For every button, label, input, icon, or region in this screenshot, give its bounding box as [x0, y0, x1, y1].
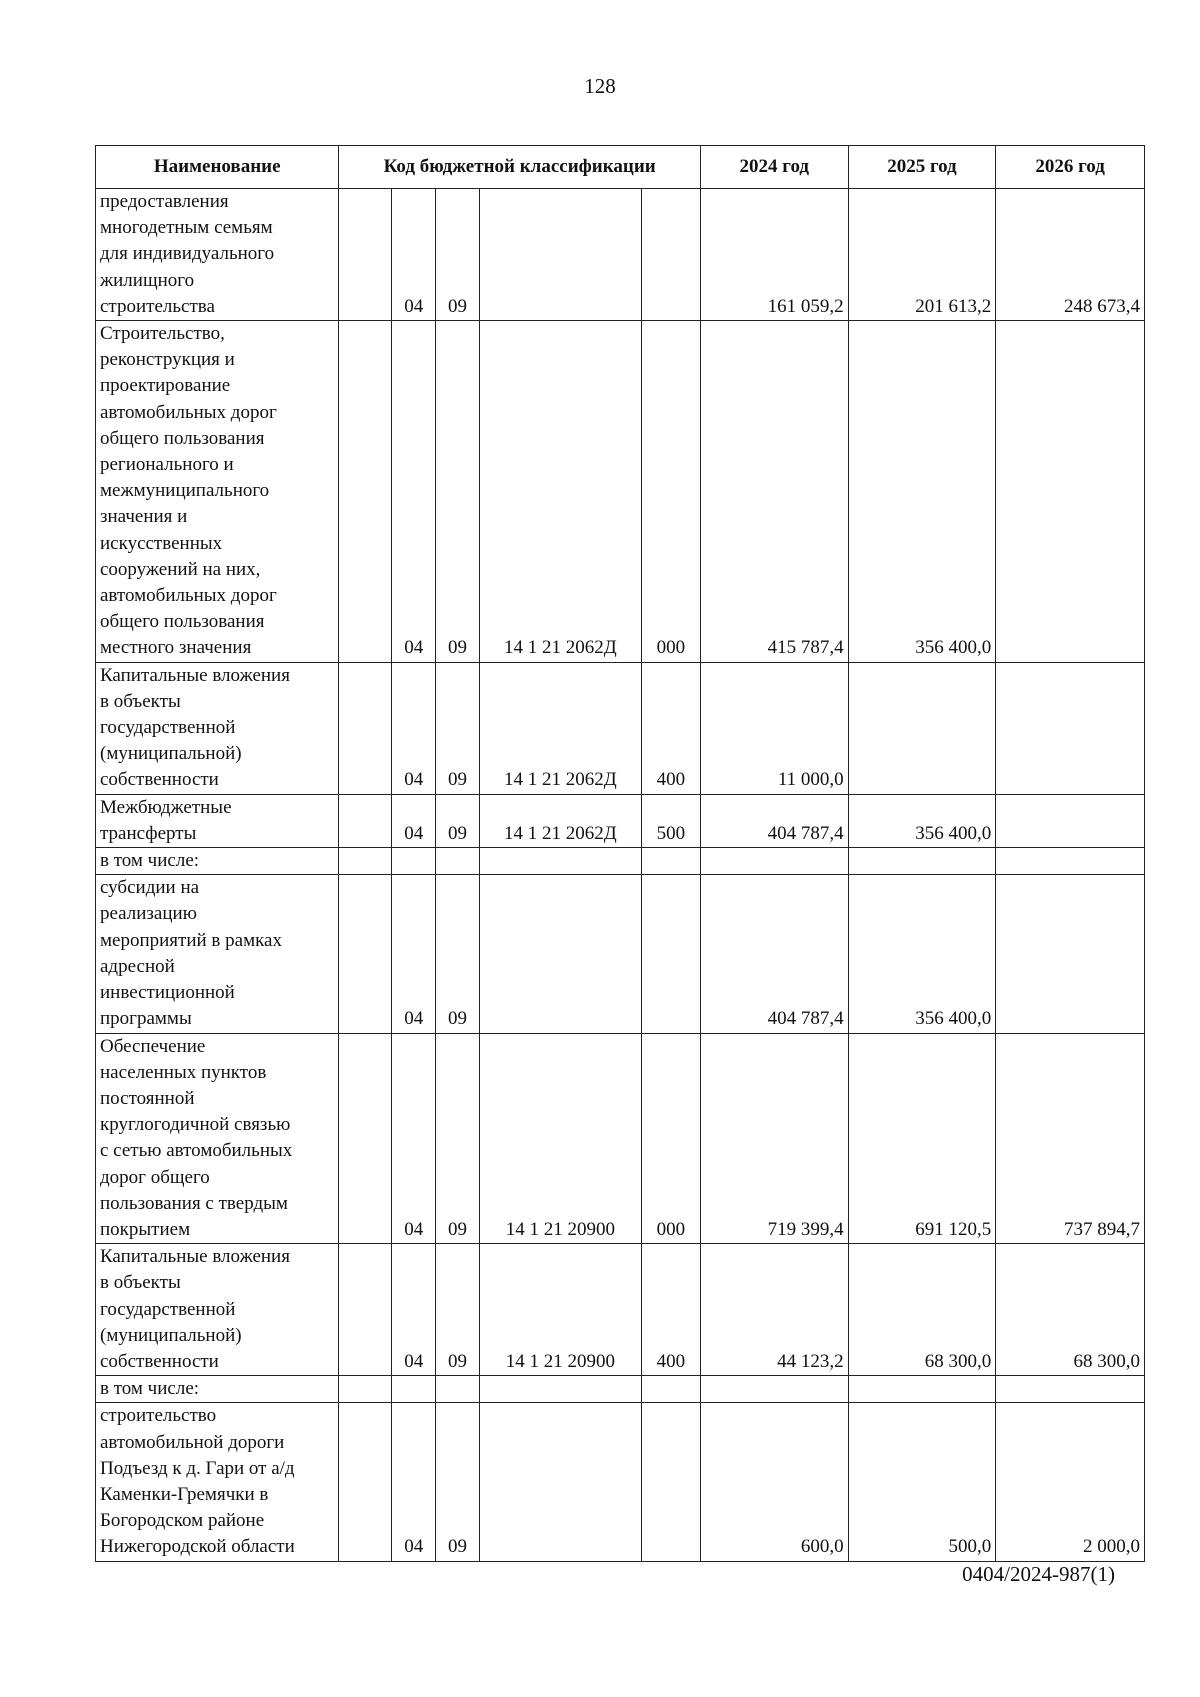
cell-spacer: [339, 1376, 392, 1403]
cell-section: 04: [392, 1033, 436, 1244]
cell-2026: 248 673,4: [996, 189, 1145, 321]
table-row: [96, 1403, 1145, 1561]
cell-expense-type: 000: [641, 1033, 700, 1244]
cell-2025: 68 300,0: [848, 1244, 996, 1376]
table-row: [96, 189, 1145, 321]
cell-target-article: 14 1 21 2062Д: [479, 321, 641, 663]
cell-section: [392, 848, 436, 875]
cell-target-article: [479, 875, 641, 1033]
cell-subsection: 09: [436, 662, 480, 794]
cell-section: 04: [392, 321, 436, 663]
cell-expense-type: [641, 875, 700, 1033]
cell-expense-type: [641, 189, 700, 321]
cell-name: Обеспечение населенных пунктов постоянной круглогодичной связью с сетью автомобильных дорог общего пользования с твердым покрытием: [96, 1033, 339, 1244]
cell-2026: [996, 848, 1145, 875]
budget-table: [95, 145, 1145, 1562]
cell-spacer: [339, 848, 392, 875]
header-2024: 2024 год: [700, 146, 848, 189]
cell-2024: [700, 1376, 848, 1403]
cell-2024: 161 059,2: [700, 189, 848, 321]
cell-section: 04: [392, 662, 436, 794]
cell-spacer: [339, 189, 392, 321]
cell-target-article: 14 1 21 2062Д: [479, 662, 641, 794]
cell-2024: 600,0: [700, 1403, 848, 1561]
cell-subsection: 09: [436, 189, 480, 321]
cell-target-article: [479, 848, 641, 875]
cell-subsection: 09: [436, 321, 480, 663]
cell-target-article: 14 1 21 20900: [479, 1033, 641, 1244]
cell-section: 04: [392, 794, 436, 847]
cell-section: 04: [392, 1403, 436, 1561]
cell-expense-type: 500: [641, 794, 700, 847]
cell-expense-type: [641, 1376, 700, 1403]
table-row: [96, 321, 1145, 663]
cell-spacer: [339, 1244, 392, 1376]
cell-expense-type: [641, 848, 700, 875]
cell-2026: 2 000,0: [996, 1403, 1145, 1561]
cell-2024: 415 787,4: [700, 321, 848, 663]
cell-2025: [848, 848, 996, 875]
table-header-row: [96, 146, 1145, 189]
header-2026: 2026 год: [996, 146, 1145, 189]
cell-name: в том числе:: [96, 848, 339, 875]
cell-name: субсидии на реализацию мероприятий в рамках адресной инвестиционной программы: [96, 875, 339, 1033]
cell-2024: 404 787,4: [700, 875, 848, 1033]
table-row: [96, 794, 1145, 847]
table-row: [96, 875, 1145, 1033]
cell-subsection: 09: [436, 1033, 480, 1244]
cell-name: Межбюджетные трансферты: [96, 794, 339, 847]
cell-subsection: 09: [436, 1244, 480, 1376]
cell-2026: [996, 321, 1145, 663]
cell-2025: 356 400,0: [848, 794, 996, 847]
cell-2026: [996, 1376, 1145, 1403]
cell-subsection: 09: [436, 875, 480, 1033]
cell-name: Капитальные вложения в объекты государственной (муниципальной) собственности: [96, 1244, 339, 1376]
cell-2024: 404 787,4: [700, 794, 848, 847]
cell-name: строительство автомобильной дороги Подъезд к д. Гари от а/д Каменки-Гремячки в Богородском районе Нижегородской области: [96, 1403, 339, 1561]
cell-spacer: [339, 662, 392, 794]
cell-expense-type: 400: [641, 662, 700, 794]
cell-2025: [848, 1376, 996, 1403]
cell-target-article: [479, 1376, 641, 1403]
table-body: [96, 189, 1145, 1562]
cell-2026: [996, 662, 1145, 794]
cell-target-article: [479, 1403, 641, 1561]
cell-2025: 201 613,2: [848, 189, 996, 321]
cell-subsection: [436, 1376, 480, 1403]
page-number: 128: [584, 74, 616, 98]
cell-section: [392, 1376, 436, 1403]
cell-spacer: [339, 875, 392, 1033]
cell-expense-type: [641, 1403, 700, 1561]
header-name: Наименование: [96, 146, 339, 189]
cell-spacer: [339, 1033, 392, 1244]
cell-target-article: 14 1 21 2062Д: [479, 794, 641, 847]
document-code: 0404/2024-987(1): [962, 1562, 1115, 1586]
cell-2024: 719 399,4: [700, 1033, 848, 1244]
cell-name: предоставления многодетным семьям для индивидуального жилищного строительства: [96, 189, 339, 321]
cell-spacer: [339, 794, 392, 847]
cell-spacer: [339, 1403, 392, 1561]
cell-2025: 500,0: [848, 1403, 996, 1561]
header-2025: 2025 год: [848, 146, 996, 189]
cell-2024: 11 000,0: [700, 662, 848, 794]
cell-name: Капитальные вложения в объекты государственной (муниципальной) собственности: [96, 662, 339, 794]
cell-section: 04: [392, 875, 436, 1033]
cell-2024: 44 123,2: [700, 1244, 848, 1376]
cell-subsection: 09: [436, 794, 480, 847]
table-row: [96, 662, 1145, 794]
cell-2026: 737 894,7: [996, 1033, 1145, 1244]
header-code: Код бюджетной классификации: [339, 146, 701, 189]
table-row: [96, 1033, 1145, 1244]
cell-2026: [996, 875, 1145, 1033]
cell-name: Строительство, реконструкция и проектирование автомобильных дорог общего пользования регионального и межмуниципального значения и искусственных сооружений на них, автомобильных дорог общего пользования местного значения: [96, 321, 339, 663]
cell-2026: 68 300,0: [996, 1244, 1145, 1376]
cell-2025: 356 400,0: [848, 875, 996, 1033]
cell-section: 04: [392, 189, 436, 321]
cell-subsection: 09: [436, 1403, 480, 1561]
table-row: [96, 1244, 1145, 1376]
cell-2025: 356 400,0: [848, 321, 996, 663]
cell-2024: [700, 848, 848, 875]
cell-subsection: [436, 848, 480, 875]
cell-name: в том числе:: [96, 1376, 339, 1403]
cell-expense-type: 400: [641, 1244, 700, 1376]
cell-spacer: [339, 321, 392, 663]
cell-2025: 691 120,5: [848, 1033, 996, 1244]
cell-2026: [996, 794, 1145, 847]
table-row: [96, 848, 1145, 875]
cell-2025: [848, 662, 996, 794]
table-row: [96, 1376, 1145, 1403]
cell-target-article: [479, 189, 641, 321]
cell-expense-type: 000: [641, 321, 700, 663]
cell-section: 04: [392, 1244, 436, 1376]
cell-target-article: 14 1 21 20900: [479, 1244, 641, 1376]
